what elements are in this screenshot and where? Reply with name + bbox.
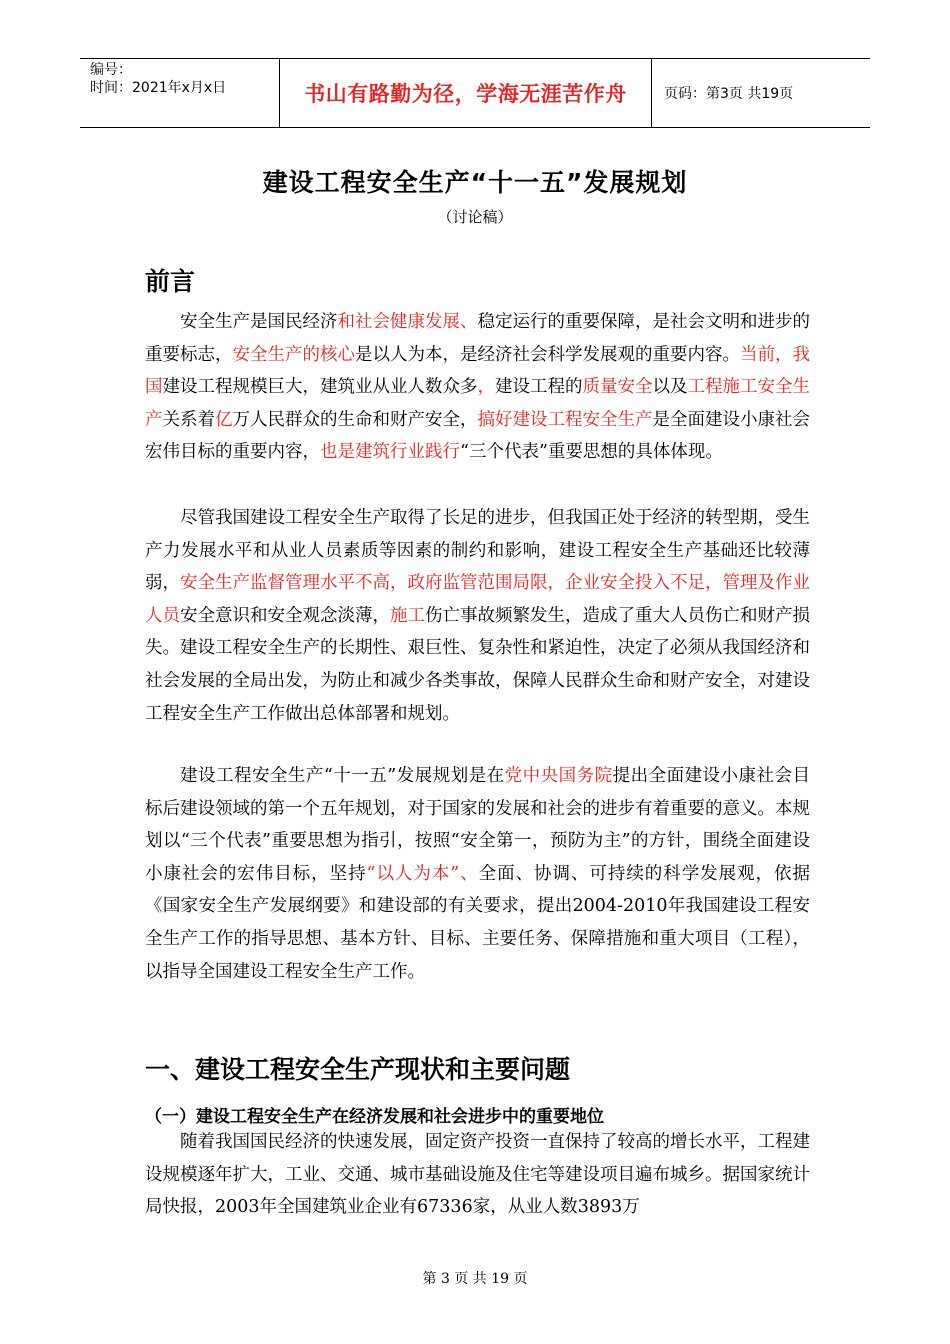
section-1-1-heading: （一）建设工程安全生产在经济发展和社会进步中的重要地位 <box>145 1107 604 1127</box>
paragraph-preface-3 <box>145 760 810 988</box>
text-run: 随着我国国民经济的快速发展，固定资产投资一直保持了较高的增长水平，工程建设规模逐年扩大，工业、交通、城市基础设施及住宅等建设项目遍布城乡。据国家统计局快报，2003年全国建筑业企业有67336家，从业人数3893万 <box>145 1132 810 1218</box>
paragraph-preface-2 <box>145 502 810 730</box>
highlighted-text-run: 亿 <box>215 409 233 430</box>
highlighted-text-run: 施工 <box>390 605 425 626</box>
preface-heading: 前言 <box>145 267 196 296</box>
page-footer: 第 3 页 共 19 页 <box>422 1271 528 1287</box>
paragraph-section-1-1 <box>145 1126 810 1224</box>
text-run: 关系着 <box>162 409 215 430</box>
text-run: 是全面建设小康社会宏伟目标的重要内容， <box>145 409 810 463</box>
highlighted-text-run: 搞好建设工程安全生产 <box>477 409 653 430</box>
text-run: 尽管我国建设工程安全生产取得了长足的进步，但我国正处于经济的转型期，受生产力发展水平和从业人员素质等因素的制约和影响，建设工程安全生产基础还比较薄弱， <box>145 508 810 594</box>
header-number-label: 编号： <box>90 62 132 78</box>
page-header <box>80 58 870 128</box>
highlighted-text-run: 安全生产监督管理水平不高，政府监管范围局限，企业安全投入不足，管理及作业人员 <box>145 573 810 626</box>
highlighted-text-run: 工程施工安全生产 <box>145 377 810 430</box>
text-run: 提出全面建设小康社会目标后建设领域的第一个五年规划，对于国家的发展和社会的进步有着重要的意义。本规划以“三个代表”重要思想为指引，按照“安全第一，预防为主”的方针，围绕全面建设小康社会的宏伟目标，坚持 <box>145 766 810 884</box>
text-run: 是以人为本，是经济社会科学发展观的重要内容。 <box>355 344 740 365</box>
section-1-heading: 一、建设工程安全生产现状和主要问题 <box>145 1055 571 1084</box>
highlighted-text-run: 当前，我国 <box>145 344 810 398</box>
text-run: 万人民群众的生命和财产安全， <box>232 409 478 430</box>
highlighted-text-run: 建筑行业践行 <box>355 442 460 463</box>
text-run: 建设工程安全生产“十一五”发展规划是在 <box>180 766 505 786</box>
text-run: 稳定运行的重要保障，是社会文明和进步的重要标志， <box>145 312 810 365</box>
text-run: 伤亡事故频繁发生，造成了重大人员伤亡和财产损失。建设工程安全生产的长期性、艰巨性、复杂性和紧迫性，决定了必须从我国经济和社会发展的全局出发，为防止和减少各类事故，保障人民群众生命和财产安全，对建设工程安全生产工作做出总体部署和规划。 <box>145 605 810 724</box>
text-run: 全面、协调、可持续的科学发展观，依据《国家安全生产发展纲要》和建设部的有关要求，提出2004-2010年我国建设工程安全生产工作的指导思想、基本方针、目标、主要任务、保障措施和重大项目（工程），以指导全国建设工程安全生产工作。 <box>145 863 810 982</box>
document-title: 建设工程安全生产“十一五”发展规划 <box>262 168 688 197</box>
highlighted-text-run: ， <box>477 377 495 398</box>
highlighted-text-run: 也是 <box>320 442 355 463</box>
highlighted-text-run: 党中央国务院 <box>504 766 613 786</box>
header-page-info: 页码：第3页 共19页 <box>664 86 794 102</box>
paragraph-preface-1 <box>145 306 810 469</box>
text-run: 安全意识和安全观念淡薄， <box>180 605 390 626</box>
text-run: 安全生产是国民经济 <box>180 312 338 332</box>
header-meta <box>80 59 280 127</box>
highlighted-text-run: 质量安全 <box>582 377 653 398</box>
text-run: “三个代表”重要思想的具体体现。 <box>460 442 723 463</box>
highlighted-text-run: 安全生产的核心 <box>232 344 355 365</box>
document-subtitle: （讨论稿） <box>437 208 513 226</box>
header-motto: 书山有路勤为径，学海无涯苦作舟 <box>280 59 652 127</box>
highlighted-text-run: 和社会健康发展、 <box>337 312 478 332</box>
highlighted-text-run: “以人为本”、 <box>366 863 479 884</box>
header-time-label: 时间：2021年x月x日 <box>90 80 227 96</box>
text-run: 以及 <box>652 377 688 398</box>
text-run: 建设工程规模巨大，建筑业从业人数众多 <box>162 377 478 398</box>
text-run: 建设工程的 <box>495 377 583 398</box>
